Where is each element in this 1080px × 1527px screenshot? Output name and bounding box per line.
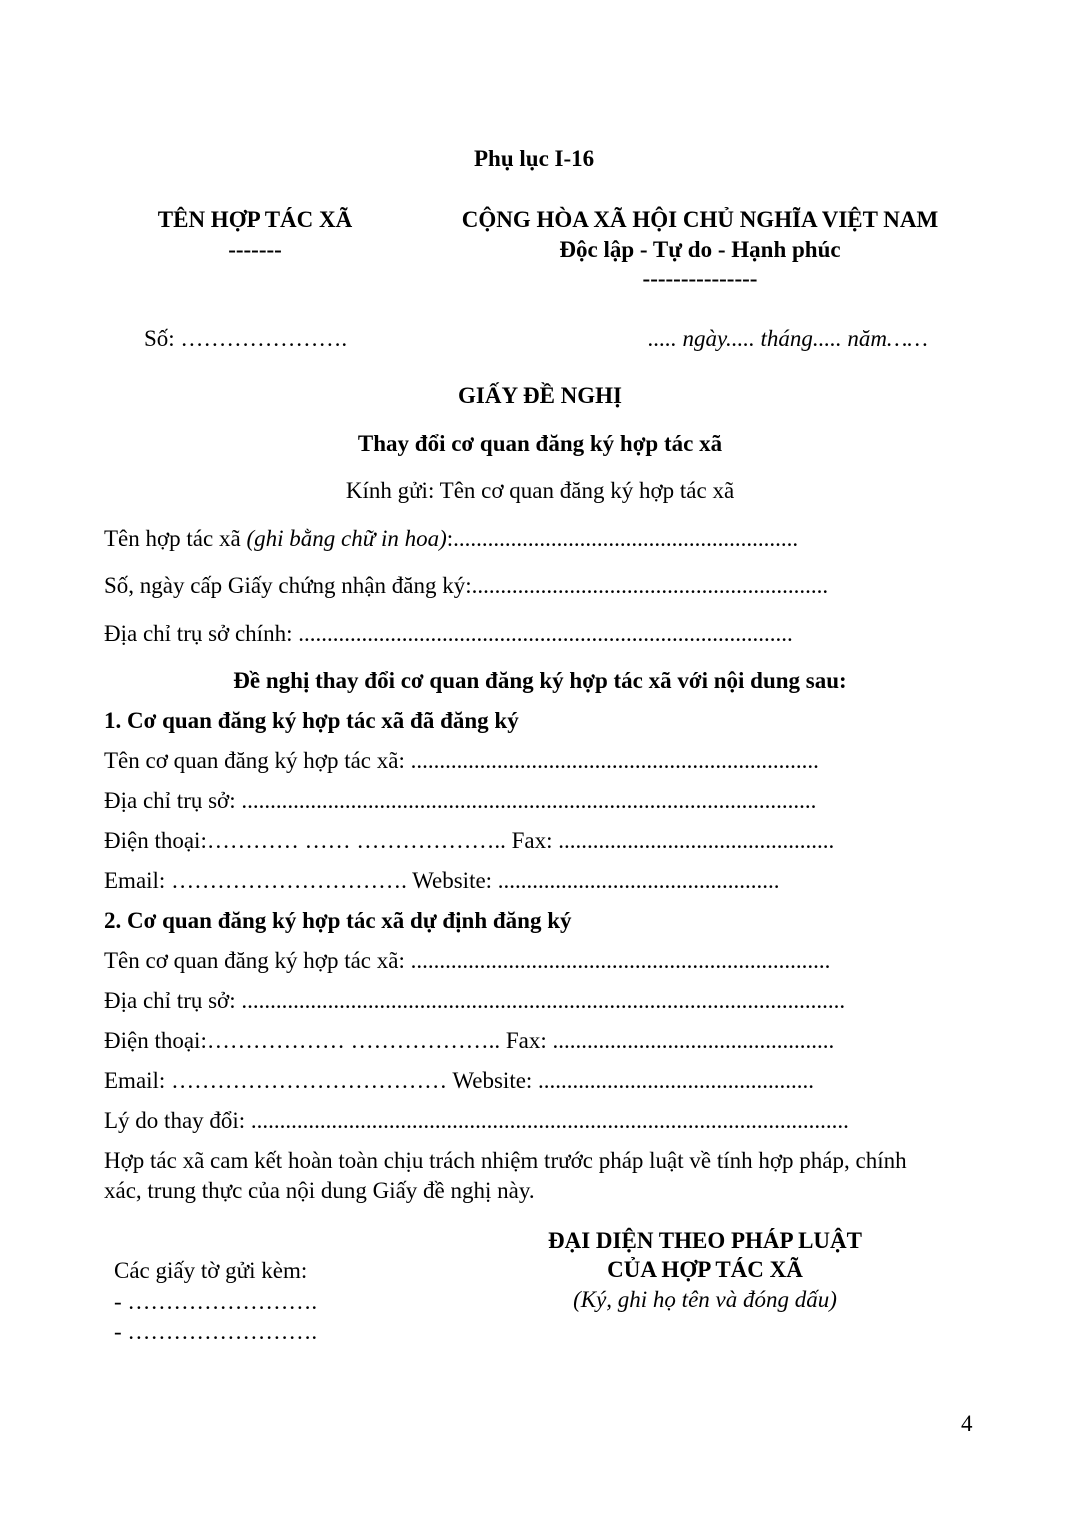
org-name: TÊN HỢP TÁC XÃ xyxy=(157,207,353,232)
page-number: 4 xyxy=(961,1411,973,1436)
org-name-dashes: ------- xyxy=(228,237,282,262)
signature-note: (Ký, ghi họ tên và đóng dấu) xyxy=(573,1287,837,1312)
section-1-address: Địa chỉ trụ sở: .................................................................................................... xyxy=(104,788,817,813)
recipient-line: Kính gửi: Tên cơ quan đăng ký hợp tác xã xyxy=(345,478,735,503)
certificate-field: Số, ngày cấp Giấy chứng nhận đăng ký:.............................................................. xyxy=(104,573,829,598)
country-name: CỘNG HÒA XÃ HỘI CHỦ NGHĨA VIỆT NAM xyxy=(461,207,939,232)
change-reason: Lý do thay đổi: ........................................................................................................ xyxy=(104,1108,849,1133)
commitment-line-1: Hợp tác xã cam kết hoàn toàn chịu trách nhiệm trước pháp luật về tính hợp pháp, chính xyxy=(104,1148,907,1173)
section-1-email-website: Email: …………………………. Website: ................................................. xyxy=(104,868,780,893)
section-2-heading: 2. Cơ quan đăng ký hợp tác xã dự định đăng ký xyxy=(104,908,572,933)
section-2-email-website: Email: ……………………………… Website: ................................................ xyxy=(104,1068,815,1093)
section-2-agency-name: Tên cơ quan đăng ký hợp tác xã: ......................................................................... xyxy=(104,948,831,973)
section-2-phone-fax: Điện thoại:……………… ……………….. Fax: ................................................. xyxy=(104,1028,835,1053)
document-subtitle: Thay đổi cơ quan đăng ký hợp tác xã xyxy=(357,431,723,456)
coop-name-dots: :............................................................ xyxy=(446,526,799,551)
motto-dashes: --------------- xyxy=(642,266,758,291)
section-2-address: Địa chỉ trụ sở: ......................................................................................................... xyxy=(104,988,846,1013)
section-1-agency-name: Tên cơ quan đăng ký hợp tác xã: ....................................................................... xyxy=(104,748,819,773)
request-heading: Đề nghị thay đổi cơ quan đăng ký hợp tác xã với nội dung sau: xyxy=(233,668,847,693)
document-title: GIẤY ĐỀ NGHỊ xyxy=(458,383,622,408)
section-1-phone-fax: Điện thoại:………… …… ……………….. Fax: ................................................ xyxy=(104,828,835,853)
national-motto: Độc lập - Tự do - Hạnh phúc xyxy=(559,237,841,262)
coop-name-hint: (ghi bằng chữ in hoa) xyxy=(246,526,447,551)
attachment-item: - ……………………. xyxy=(114,1289,318,1314)
attachment-item: - ……………………. xyxy=(114,1319,318,1344)
head-office-address-field: Địa chỉ trụ sở chính: ...................................................................................... xyxy=(104,621,793,646)
document-number: Số: …………………. xyxy=(144,326,348,351)
section-1-heading: 1. Cơ quan đăng ký hợp tác xã đã đăng ký xyxy=(104,708,519,733)
coop-name-field xyxy=(104,525,798,554)
document-date: ..... ngày..... tháng..... năm…… xyxy=(648,326,928,351)
commitment-line-2: xác, trung thực của nội dung Giấy đề nghị này. xyxy=(104,1178,535,1203)
coop-name-label: Tên hợp tác xã xyxy=(104,526,247,551)
signature-title-2: CỦA HỢP TÁC XÃ xyxy=(607,1257,803,1282)
appendix-title: Phụ lục I-16 xyxy=(474,146,595,171)
signature-title-1: ĐẠI DIỆN THEO PHÁP LUẬT xyxy=(548,1228,862,1253)
attachments-label: Các giấy tờ gửi kèm: xyxy=(114,1258,308,1283)
